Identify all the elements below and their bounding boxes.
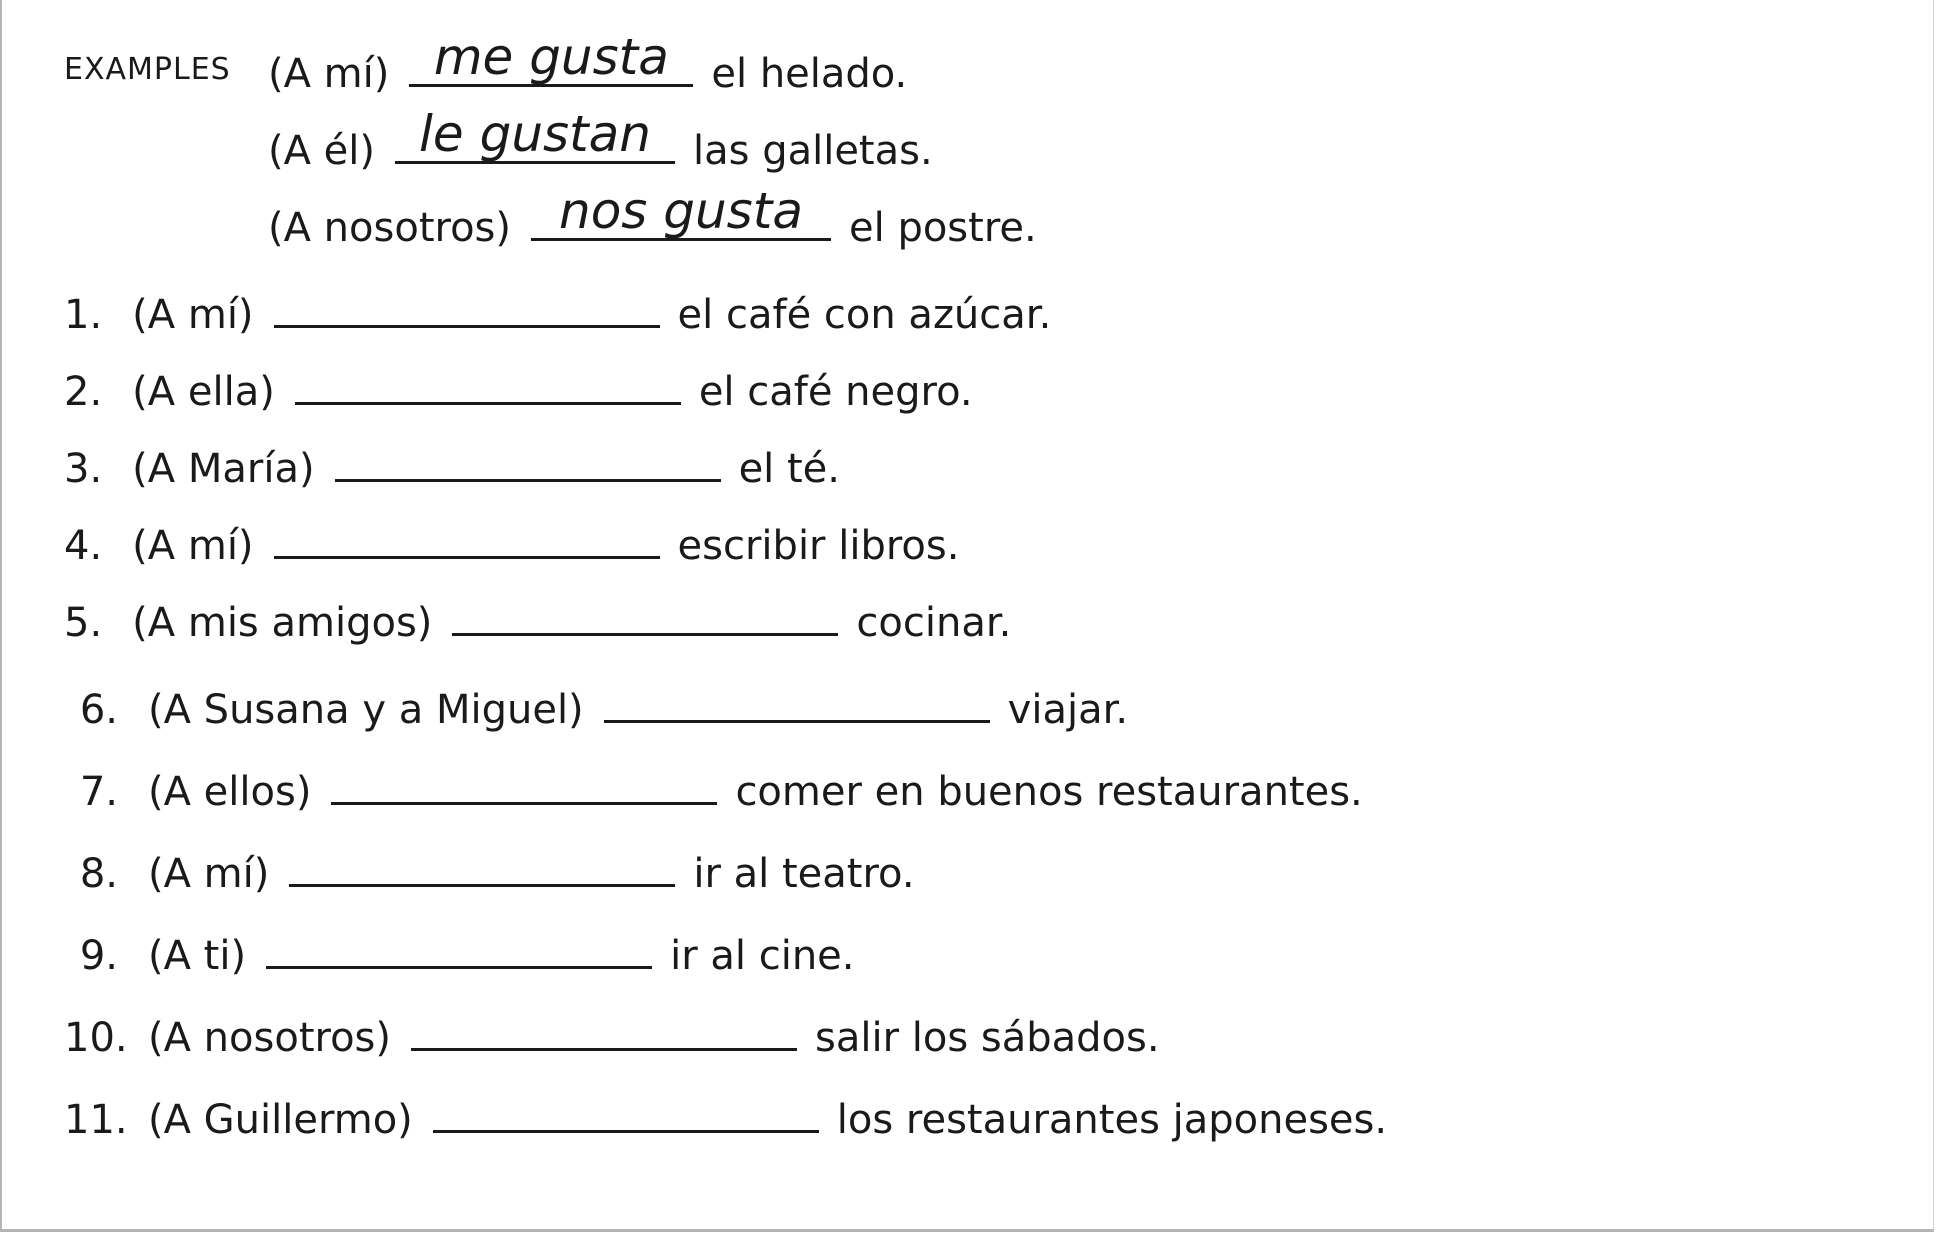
exercise-row	[64, 283, 1052, 338]
exercise-rest: ir al cine.	[670, 933, 855, 979]
exercise-rest: el café negro.	[698, 369, 973, 415]
example-row	[268, 105, 933, 174]
exercise-number: 7.	[79, 769, 118, 815]
exercise-row	[64, 842, 915, 897]
exercise-number: 10.	[64, 1015, 128, 1061]
exercise-number: 6.	[79, 687, 118, 733]
exercise-rest: el café con azúcar.	[677, 292, 1052, 338]
exercise-number: 8.	[79, 851, 118, 897]
exercise-subject: (A ti)	[148, 933, 247, 979]
answer-blank[interactable]	[452, 591, 838, 636]
answer-blank[interactable]	[289, 842, 675, 887]
exercise-rest: los restaurantes japoneses.	[836, 1097, 1388, 1143]
exercise-row	[64, 760, 1363, 815]
example-blank	[395, 105, 675, 164]
answer-blank[interactable]	[604, 678, 990, 723]
example-answer: le gustan	[419, 105, 651, 163]
exercise-row	[64, 1006, 1160, 1061]
exercise-subject: (A mí)	[132, 292, 254, 338]
exercise-rest: cocinar.	[856, 600, 1012, 646]
example-answer: me gusta	[433, 28, 669, 86]
exercise-subject: (A mí)	[148, 851, 270, 897]
exercise-subject: (A mis amigos)	[132, 600, 433, 646]
exercise-number: 9.	[79, 933, 118, 979]
exercise-rest: el té.	[738, 446, 841, 492]
answer-blank[interactable]	[274, 283, 660, 328]
exercise-rest: escribir libros.	[677, 523, 960, 569]
exercise-row	[64, 924, 855, 979]
exercise-row	[64, 1088, 1388, 1143]
exercise-number: 11.	[64, 1097, 128, 1143]
exercise-row	[64, 437, 841, 492]
exercise-subject: (A ellos)	[148, 769, 312, 815]
exercise-subject: (A Susana y a Miguel)	[148, 687, 584, 733]
answer-blank[interactable]	[274, 514, 660, 559]
exercise-number: 2.	[64, 369, 103, 415]
exercise-number: 5.	[64, 600, 103, 646]
exercise-rest: salir los sábados.	[815, 1015, 1160, 1061]
answer-blank[interactable]	[433, 1088, 819, 1133]
exercise-rest: comer en buenos restaurantes.	[735, 769, 1363, 815]
exercise-row	[64, 360, 973, 415]
exercise-row	[64, 591, 1012, 646]
exercise-row	[64, 678, 1129, 733]
exercise-subject: (A ella)	[132, 369, 275, 415]
example-subject: (A nosotros)	[268, 205, 511, 251]
example-blank	[531, 182, 831, 241]
exercise-number: 4.	[64, 523, 103, 569]
exercise-subject: (A María)	[132, 446, 315, 492]
answer-blank[interactable]	[335, 437, 721, 482]
exercise-subject: (A nosotros)	[148, 1015, 391, 1061]
exercise-subject: (A mí)	[132, 523, 254, 569]
example-rest: el helado.	[711, 51, 908, 97]
exercise-rest: ir al teatro.	[693, 851, 915, 897]
answer-blank[interactable]	[331, 760, 717, 805]
example-answer: nos gusta	[559, 182, 803, 240]
example-row	[268, 182, 1037, 251]
exercise-row	[64, 514, 960, 569]
answer-blank[interactable]	[411, 1006, 797, 1051]
example-rest: el postre.	[849, 205, 1037, 251]
example-row	[268, 28, 908, 97]
example-subject: (A mí)	[268, 51, 390, 97]
exercise-number: 3.	[64, 446, 103, 492]
answer-blank[interactable]	[266, 924, 652, 969]
example-rest: las galletas.	[693, 128, 933, 174]
examples-label: EXAMPLES	[64, 52, 231, 87]
example-blank	[409, 28, 693, 87]
exercise-subject: (A Guillermo)	[148, 1097, 413, 1143]
answer-blank[interactable]	[295, 360, 681, 405]
example-subject: (A él)	[268, 128, 376, 174]
exercise-number: 1.	[64, 292, 103, 338]
exercise-rest: viajar.	[1007, 687, 1129, 733]
